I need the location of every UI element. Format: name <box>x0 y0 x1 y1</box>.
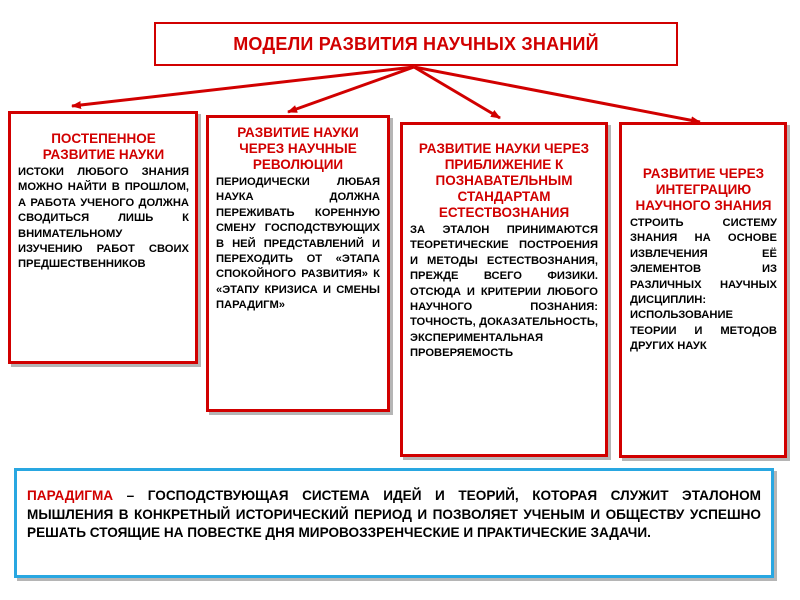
model-description: ЗА ЭТАЛОН ПРИНИМАЮТСЯ ТЕОРЕТИЧЕСКИЕ ПОСТРОЕНИЯ И МЕТОДЫ ЕСТЕСТВОЗНАНИЯ, ПРЕЖДЕ ВСЕГО ФИЗИКИ. ОТСЮДА И КРИТЕРИИ ЛЮБОГО НАУЧНОГО ПОЗНАНИЯ: ТОЧНОСТЬ, ДОКАЗАТЕЛЬНОСТЬ, ЭКСПЕРИМЕНТАЛЬНАЯ ПРОВЕРЯЕМОСТЬ <box>410 224 598 360</box>
model-description: ПЕРИОДИЧЕСКИ ЛЮБАЯ НАУКА ДОЛЖНА ПЕРЕЖИВАТЬ КОРЕННУЮ СМЕНУ ГОСПОДСТВУЮЩИХ В НЕЙ ПРЕДСТАВЛЕНИЙ И ПЕРЕХОДИТЬ ОТ «ЭТАПА СПОКОЙНОГО РАЗВИТИЯ» К «ЭТАПУ КРИЗИСА И СМЕНЫ ПАРАДИГМ» <box>216 176 380 312</box>
model-title: РАЗВИТИЕ НАУКИ ЧЕРЕЗ НАУЧНЫЕ РЕВОЛЮЦИИ <box>237 125 359 172</box>
paradigm-definition <box>27 487 761 543</box>
model-title: РАЗВИТИЕ ЧЕРЕЗ ИНТЕГРАЦИЮ НАУЧНОГО ЗНАНИЯ <box>635 166 772 213</box>
model-card-gradual <box>8 111 198 364</box>
model-description: СТРОИТЬ СИСТЕМУ ЗНАНИЯ НА ОСНОВЕ ИЗВЛЕЧЕНИЯ ЕЁ ЭЛЕМЕНТОВ ИЗ РАЗЛИЧНЫХ НАУЧНЫХ ДИСЦИПЛИН: ИСПОЛЬЗОВАНИЕ ТЕОРИИ И МЕТОДОВ ДРУГИХ НАУК <box>630 217 777 353</box>
model-card-natural-science <box>400 122 608 457</box>
arrow-to-model-4 <box>414 67 700 122</box>
model-title: РАЗВИТИЕ НАУКИ ЧЕРЕЗ ПРИБЛИЖЕНИЕ К ПОЗНАВАТЕЛЬНЫМ СТАНДАРТАМ ЕСТЕСТВОЗНАНИЯ <box>418 141 590 220</box>
diagram-title-box <box>154 22 678 66</box>
model-title: ПОСТЕПЕННОЕ РАЗВИТИЕ НАУКИ <box>42 131 165 162</box>
paradigm-definition-box <box>14 468 774 578</box>
paradigm-definition-text: – ГОСПОДСТВУЮЩАЯ СИСТЕМА ИДЕЙ И ТЕОРИЙ, КОТОРАЯ СЛУЖИТ ЭТАЛОНОМ МЫШЛЕНИЯ В КОНКРЕТНЫЙ ИСТОРИЧЕСКИЙ ПЕРИОД И ПОЗВОЛЯЕТ УЧЕНЫМ И ОБЩЕСТВУ УСПЕШНО РЕШАТЬ СТОЯЩИЕ НА ПОВЕСТКЕ ДНЯ МИРОВОЗЗРЕНЧЕСКИЕ И ПРАКТИЧЕСКИЕ ЗАДАЧИ. <box>27 488 761 540</box>
diagram-title: МОДЕЛИ РАЗВИТИЯ НАУЧНЫХ ЗНАНИЙ <box>233 33 599 54</box>
model-card-integration <box>619 122 787 458</box>
model-card-revolutions <box>206 115 390 412</box>
paradigm-term: ПАРАДИГМА <box>27 488 114 503</box>
model-description: ИСТОКИ ЛЮБОГО ЗНАНИЯ МОЖНО НАЙТИ В ПРОШЛОМ, А РАБОТА УЧЕНОГО ДОЛЖНА СВОДИТЬСЯ ЛИШЬ К ВНИМАТЕЛЬНОМУ ИЗУЧЕНИЮ РАБОТ СВОИХ ПРЕДШЕСТВЕННИКОВ <box>18 166 189 271</box>
